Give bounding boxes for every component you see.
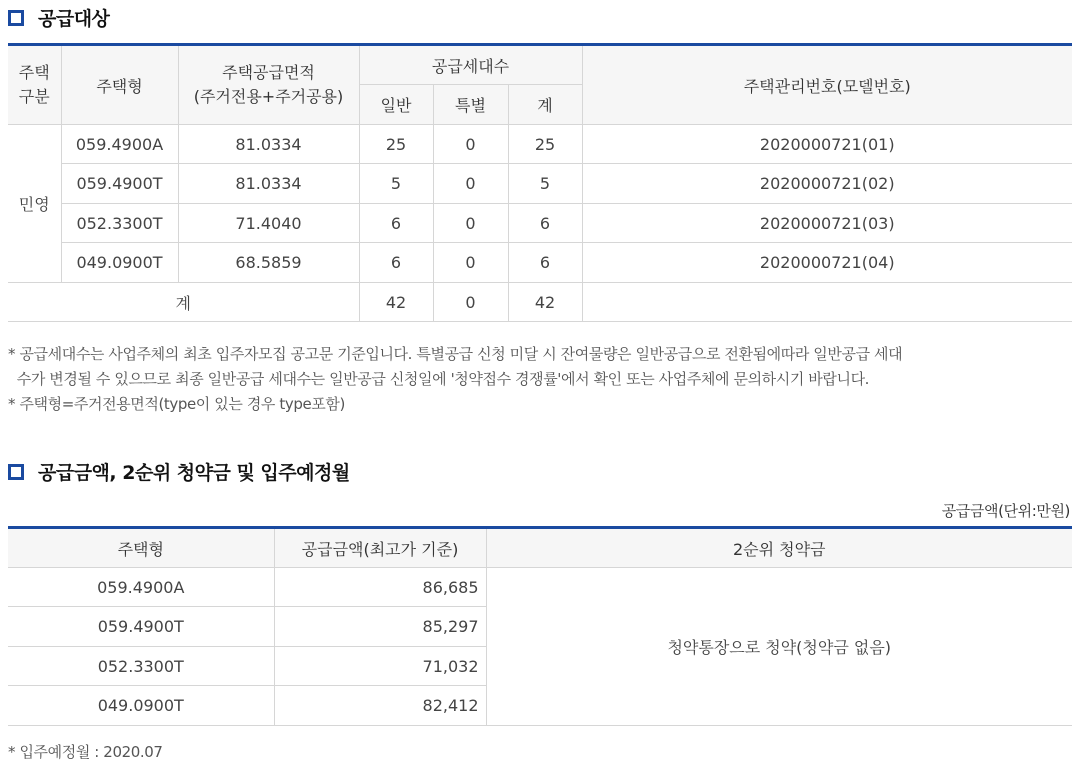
special-cell: 0 xyxy=(433,125,508,164)
total-cell: 5 xyxy=(508,164,582,204)
header-special: 특별 xyxy=(433,85,508,125)
general-cell: 5 xyxy=(359,164,433,204)
management-number-cell: 2020000721(02) xyxy=(582,164,1072,204)
header-category: 주택 구분 xyxy=(8,45,61,125)
note-line: * 주택형=주거전용면적(type이 있는 경우 type포함) xyxy=(8,395,345,413)
table-row xyxy=(8,125,1072,164)
header-supply-area: 주택공급면적 (주거전용+주거공용) xyxy=(178,45,359,125)
header-management-number: 주택관리번호(모델번호) xyxy=(582,45,1072,125)
table-row xyxy=(8,164,1072,204)
area-cell: 68.5859 xyxy=(178,243,359,283)
area-cell: 81.0334 xyxy=(178,125,359,164)
note-line: 수가 변경될 수 있으므로 최종 일반공급 세대수는 일반공급 신청일에 '청약접수 경쟁률'에서 확인 또는 사업주체에 문의하시기 바랍니다. xyxy=(8,370,870,388)
square-bullet-icon xyxy=(8,464,24,480)
management-number-cell: 2020000721(03) xyxy=(582,204,1072,243)
category-cell: 민영 xyxy=(8,125,61,283)
table-row xyxy=(8,204,1072,243)
sum-row xyxy=(8,283,1072,322)
supply-target-table xyxy=(8,43,1072,322)
deposit-cell: 청약통장으로 청약(청약금 없음) xyxy=(486,568,1072,726)
management-number-cell: 2020000721(01) xyxy=(582,125,1072,164)
housing-type-cell: 059.4900T xyxy=(61,164,178,204)
price-cell: 86,685 xyxy=(274,568,486,607)
price-cell: 82,412 xyxy=(274,686,486,726)
sum-label-cell: 계 xyxy=(8,283,359,322)
sum-general-cell: 42 xyxy=(359,283,433,322)
section-title-text: 공급금액, 2순위 청약금 및 입주예정월 xyxy=(38,462,350,484)
sum-special-cell: 0 xyxy=(433,283,508,322)
special-cell: 0 xyxy=(433,204,508,243)
header-supply-units: 공급세대수 xyxy=(359,45,582,85)
housing-type-cell: 059.4900A xyxy=(61,125,178,164)
price-table xyxy=(8,526,1072,726)
housing-type-cell: 052.3300T xyxy=(8,647,274,686)
unit-label: 공급금액(단위:만원) xyxy=(941,502,1070,520)
housing-type-cell: 049.0900T xyxy=(8,686,274,726)
header-housing-type: 주택형 xyxy=(8,528,274,568)
housing-type-cell: 059.4900A xyxy=(8,568,274,607)
price-cell: 85,297 xyxy=(274,607,486,647)
note-line: * 공급세대수는 사업주체의 최초 입주자모집 공고문 기준입니다. 특별공급 신청 미달 시 잔여물량은 일반공급으로 전환됨에따라 일반공급 세대 xyxy=(8,345,903,363)
special-cell: 0 xyxy=(433,243,508,283)
section-title-supply-target xyxy=(8,4,109,31)
housing-type-cell: 049.0900T xyxy=(61,243,178,283)
header-price: 공급금액(최고가 기준) xyxy=(274,528,486,568)
housing-type-cell: 059.4900T xyxy=(8,607,274,647)
area-cell: 81.0334 xyxy=(178,164,359,204)
special-cell: 0 xyxy=(433,164,508,204)
general-cell: 25 xyxy=(359,125,433,164)
section-title-text: 공급대상 xyxy=(38,8,110,30)
general-cell: 6 xyxy=(359,243,433,283)
total-cell: 6 xyxy=(508,243,582,283)
area-cell: 71.4040 xyxy=(178,204,359,243)
sum-empty-cell xyxy=(582,283,1072,322)
total-cell: 6 xyxy=(508,204,582,243)
header-second-rank-deposit: 2순위 청약금 xyxy=(486,528,1072,568)
section-title-price xyxy=(8,458,350,485)
sum-total-cell: 42 xyxy=(508,283,582,322)
table-row xyxy=(8,568,1072,607)
total-cell: 25 xyxy=(508,125,582,164)
square-bullet-icon xyxy=(8,10,24,26)
housing-type-cell: 052.3300T xyxy=(61,204,178,243)
header-total: 계 xyxy=(508,85,582,125)
table-row xyxy=(8,243,1072,283)
price-cell: 71,032 xyxy=(274,647,486,686)
general-cell: 6 xyxy=(359,204,433,243)
header-housing-type: 주택형 xyxy=(61,45,178,125)
management-number-cell: 2020000721(04) xyxy=(582,243,1072,283)
header-general: 일반 xyxy=(359,85,433,125)
move-in-note: * 입주예정월 : 2020.07 xyxy=(8,743,163,761)
